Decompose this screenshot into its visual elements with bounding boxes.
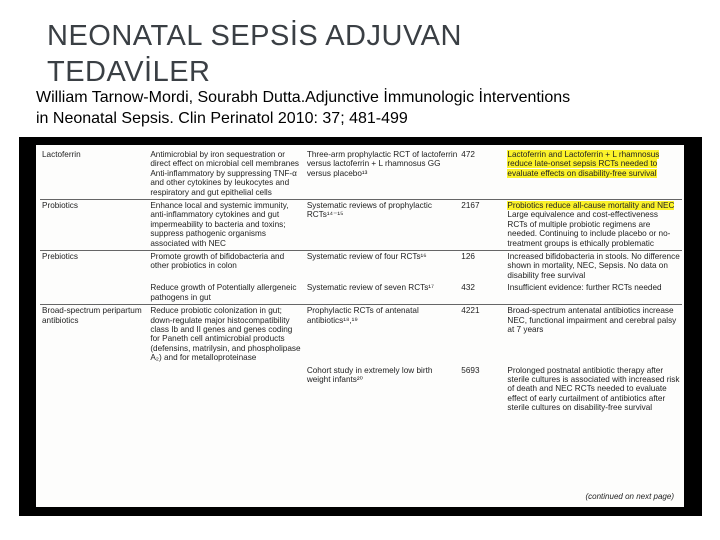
implications-cell [505,200,682,251]
table-row [40,251,682,283]
table-row [40,200,682,251]
condition-cell [40,365,148,415]
table-row [40,282,682,304]
n-cell: 2167 [459,200,505,251]
highlighted-text: Lactoferrin and Lactoferrin + L rhamnosus reduce late-onset sepsis RCTs needed to evaluate effects on disability-free survival [507,150,660,178]
evidence-cell: Prophylactic RCTs of antenatal antibiotics¹⁸,¹⁹ [305,305,459,365]
citation [36,87,696,129]
implications-cell [505,282,682,304]
mechanism-cell: Antimicrobial by iron sequestration or direct effect on microbial cell membranes Anti-inflammatory by suppressing TNF-α and other cytokines by leukocytes and respiratory and gut epithelial cells [150,150,299,197]
evidence-cell: Systematic review of seven RCTs¹⁷ [306,283,434,293]
n-cell: 432 [461,283,475,293]
evidence-cell: Three-arm prophylactic RCT of lactoferrin versus lactoferrin + L rhamnosus GG versus placebo¹³ [306,150,458,178]
mechanism-cell: Promote growth of bifidobacteria and other probiotics in colon [148,251,304,283]
slide-title: NEONATAL SEPSİS ADJUVAN TEDAVİLER [47,20,462,88]
mechanism-cell [148,365,304,415]
n-cell: 5693 [461,365,480,375]
condition-cell: Broad-spectrum peripartum antibiotics [40,305,148,365]
implications-cell [505,305,682,365]
plain-text: Prolonged postnatal antibiotic therapy after sterile cultures is associated with increased risk of death and NEC RCTs needed to evaluate effect of early curtailment of antibiotics after sterile cultures on disability-free survival [507,365,680,413]
implications-cell [505,251,682,283]
mechanism-cell: Reduce growth of Potentially allergeneic pathogens in gut [150,283,297,302]
scanned-table [36,145,684,507]
condition-cell: Lactoferrin [42,150,81,159]
evidence-cell: Systematic review of four RCTs¹⁶ [305,251,459,283]
n-cell: 126 [459,251,505,283]
implications-cell [505,149,682,200]
highlighted-text: Probiotics reduce all-cause mortality and NEC [507,201,675,211]
citation-line-1: William Tarnow-Mordi, Sourabh Dutta.Adjunctive İmmunologic İnterventions [36,89,571,106]
plain-text: Broad-spectrum antenatal antibiotics increase NEC, functional impairment and cerebral palsy at 7 years [507,306,677,334]
table-image-frame [19,137,702,516]
table-row [40,365,682,415]
citation-line-2: in Neonatal Sepsis. Clin Perinatol 2010: 37; 481-499 [36,110,408,127]
continued-note: (continued on next page) [585,492,674,501]
plain-text: Increased bifidobacteria in stools. No difference shown in mortality, NEC, Sepsis. No data on disability free survival [507,252,680,280]
mechanism-cell: Reduce probiotic colonization in gut; down-regulate major histocompatibility class Ib and II genes and genes coding for Paneth cell antimicrobial products (defensins, matrilysin, and phospholipase A₂) and for metalloproteinase [148,305,304,365]
mechanism-cell: Enhance local and systemic immunity, anti-inflammatory cytokines and gut impermeability to bacteria and toxins; suppress pathogenic organisms associated with NEC [148,200,304,251]
plain-text: Large equivalence and cost-effectiveness RCTs of multiple probiotic regimens are needed. Continuing to include placebo or no-treatment groups is ethically problematic [507,210,671,248]
evidence-cell: Cohort study in extremely low birth weight infants²⁰ [306,365,433,384]
table-row [40,305,682,365]
n-cell: 472 [461,150,475,159]
n-cell: 4221 [459,305,505,365]
evidence-cell: Systematic reviews of prophylactic RCTs¹⁴⁻¹⁵ [305,200,459,251]
condition-cell [40,282,148,304]
evidence-table [40,149,682,415]
implications-cell [505,365,682,415]
plain-text: Insufficient evidence: further RCTs needed [507,283,662,293]
condition-cell: Probiotics [40,200,148,251]
table-row [40,149,682,200]
condition-cell: Prebiotics [40,251,148,283]
